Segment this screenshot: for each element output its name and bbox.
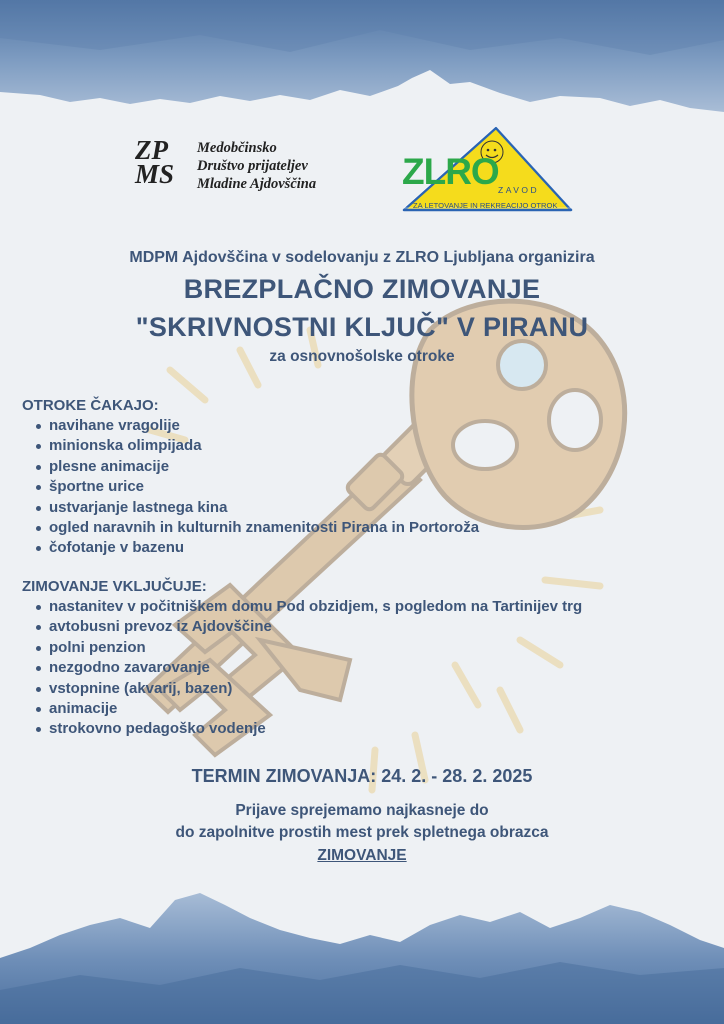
- list-item: ogled naravnih in kulturnih znamenitosti Pirana in Portoroža: [22, 518, 479, 538]
- term-dates: TERMIN ZIMOVANJA: 24. 2. - 28. 2. 2025: [191, 766, 533, 786]
- svg-text:ZLRO: ZLRO: [402, 151, 499, 192]
- list-item: strokovno pedagoško vodenje: [22, 719, 582, 739]
- registration-form-link[interactable]: ZIMOVANJE: [317, 847, 407, 864]
- title-line-2: "SKRIVNOSTNI KLJUČ" V PIRANU: [135, 312, 589, 342]
- svg-text:ZAVOD: ZAVOD: [498, 185, 540, 195]
- zpms-logo: [135, 135, 345, 198]
- list-item: navihane vragolije: [22, 416, 479, 436]
- list-item: nastanitev v počitniškem domu Pod obzidjem, s pogledom na Tartinijev trg: [22, 597, 582, 617]
- list-item: čofotanje v bazenu: [22, 538, 479, 558]
- registration-line-2: do zapolnitve prostih mest prek spletnega obrazca: [175, 824, 549, 841]
- title-line-1: BREZPLAČNO ZIMOVANJE: [183, 274, 541, 304]
- list-item: športne urice: [22, 477, 479, 497]
- list-item: ustvarjanje lastnega kina: [22, 498, 479, 518]
- intro-text: MDPM Ajdovščina v sodelovanju z ZLRO Ljubljana organizira: [129, 249, 595, 266]
- list-item: vstopnine (akvarij, bazen): [22, 679, 582, 699]
- list-item: nezgodno zavarovanje: [22, 658, 582, 678]
- zlro-logo: [396, 122, 576, 217]
- svg-text:ZA LETOVANJE IN REKREACIJO OTR: ZA LETOVANJE IN REKREACIJO OTROK: [413, 201, 558, 210]
- zpms-letters: ZP MS: [135, 135, 175, 189]
- list-item: animacije: [22, 699, 582, 719]
- registration-line-1: Prijave sprejemamo najkasneje do: [235, 802, 489, 819]
- list-item: polni penzion: [22, 638, 582, 658]
- list-item: avtobusni prevoz iz Ajdovščine: [22, 617, 582, 637]
- activities-list: [22, 416, 479, 559]
- subtitle: za osnovnošolske otroke: [269, 348, 455, 365]
- list-item: minionska olimpijada: [22, 436, 479, 456]
- activities-section: [22, 396, 479, 559]
- activities-heading: OTROKE ČAKAJO:: [22, 397, 159, 414]
- list-item: plesne animacije: [22, 457, 479, 477]
- includes-section: [22, 577, 582, 740]
- includes-list: [22, 597, 582, 740]
- includes-heading: ZIMOVANJE VKLJUČUJE:: [22, 578, 207, 595]
- zpms-name: Medobčinsko Društvo prijateljev Mladine Ajdovščina: [197, 140, 317, 192]
